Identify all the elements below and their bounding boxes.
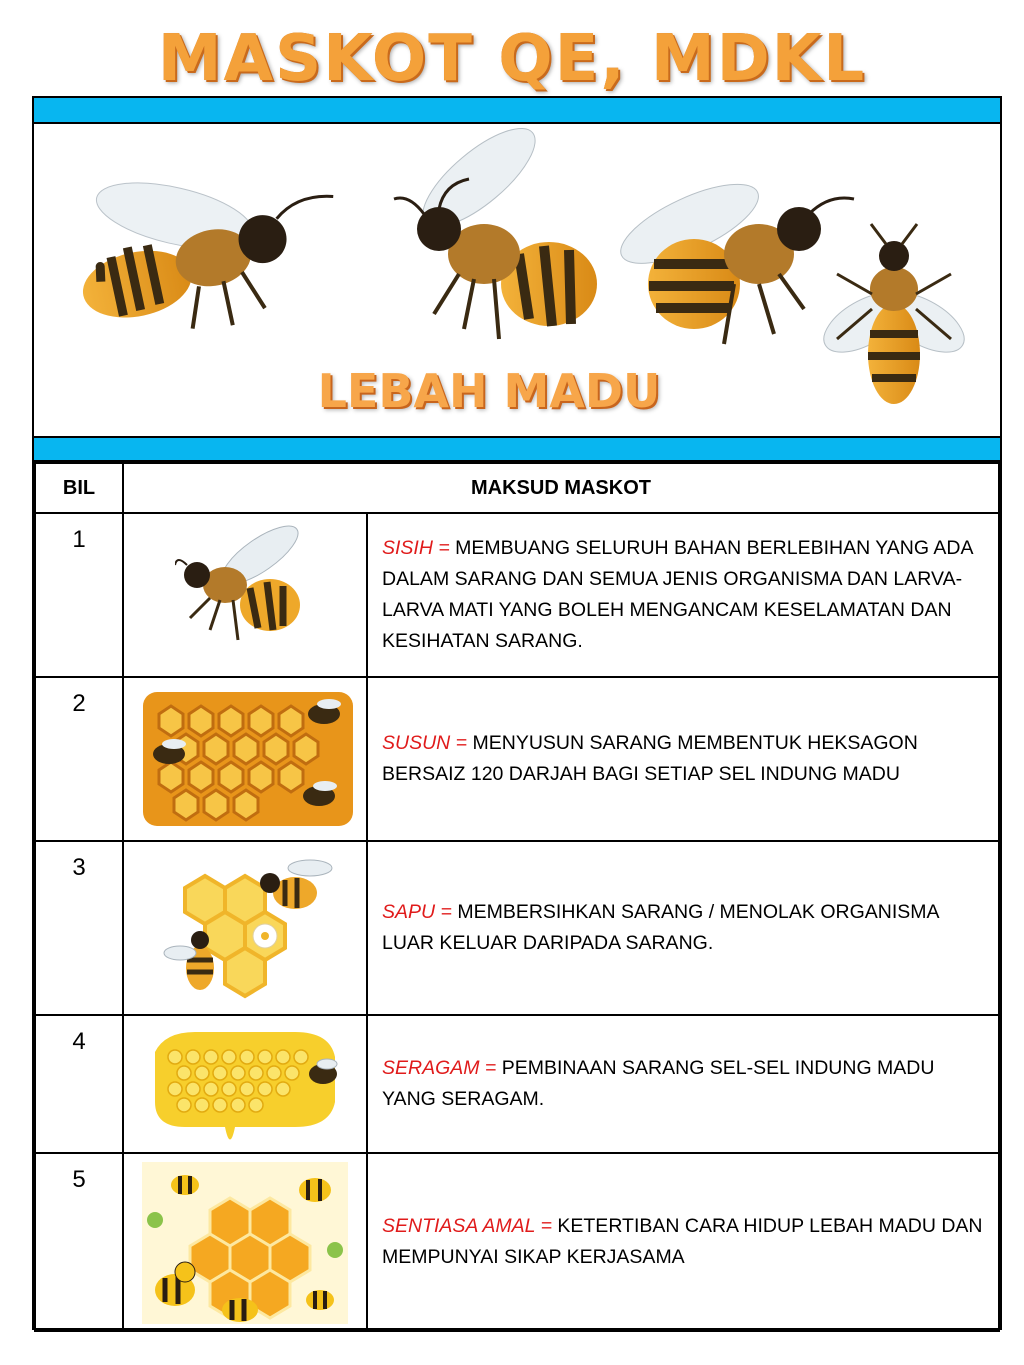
bee-banner — [34, 124, 1000, 436]
row-text: MEMBERSIHKAN SARANG / MENOLAK ORGANISMA LUAR KELUAR DARIPADA SARANG. — [382, 901, 939, 954]
page-title: MASKOT QE, MDKL — [157, 22, 867, 96]
table-header-row — [35, 463, 999, 513]
cartoon-bees-hive-icon — [140, 1160, 350, 1326]
mascot-table-frame — [32, 96, 1002, 1330]
row-keyword: SENTIASA AMAL = — [382, 1215, 552, 1237]
row-description — [367, 1015, 999, 1153]
row-number: 1 — [35, 513, 123, 677]
honeycomb-flower-bees-icon — [145, 848, 345, 1008]
table-row — [35, 841, 999, 1015]
table-row — [35, 1015, 999, 1153]
bee-1-icon — [59, 125, 355, 355]
header-meaning: MAKSUD MASKOT — [123, 463, 999, 513]
top-cyan-bar — [34, 98, 1000, 124]
table-row — [35, 677, 999, 841]
row-description — [367, 513, 999, 677]
row-number: 4 — [35, 1015, 123, 1153]
header-bil: BIL — [35, 463, 123, 513]
bee-2-icon — [394, 124, 597, 339]
bee-top-icon — [260, 860, 332, 909]
row-image-cell — [123, 513, 367, 677]
row-image-cell — [123, 677, 367, 841]
row-text: KETERTIBAN CARA HIDUP LEBAH MADU DAN MEMPUNYAI SIKAP KERJASAMA — [382, 1215, 983, 1268]
row-description — [367, 677, 999, 841]
row-text: MENYUSUN SARANG MEMBENTUK HEKSAGON BERSAIZ 120 DARJAH BAGI SETIAP SEL INDUNG MADU — [382, 732, 918, 785]
table-row — [35, 1153, 999, 1331]
bee-bottom-icon — [164, 931, 214, 990]
row-keyword: SUSUN = — [382, 732, 468, 754]
row-image-cell — [123, 841, 367, 1015]
row-number: 3 — [35, 841, 123, 1015]
row-number: 5 — [35, 1153, 123, 1331]
row-image-cell — [123, 1015, 367, 1153]
bee-3-icon — [611, 169, 854, 344]
bottom-cyan-bar — [34, 436, 1000, 462]
bee-4-icon — [814, 224, 973, 404]
row-keyword: SISIH = — [382, 537, 450, 559]
flying-bee-icon — [175, 520, 315, 668]
row-image-cell — [123, 1153, 367, 1331]
row-text: MEMBUANG SELURUH BAHAN BERLEBIHAN YANG ADA DALAM SARANG DAN SEMUA JENIS ORGANISMA DAN LARVA-LARVA MATI YANG BOLEH MENGANCAM KESELAMATAN DAN KESIHATAN SARANG. — [382, 537, 973, 652]
row-text: PEMBINAAN SARANG SEL-SEL INDUNG MADU YANG SERAGAM. — [382, 1057, 935, 1110]
honeycomb-bees-icon — [129, 684, 361, 834]
row-number: 2 — [35, 677, 123, 841]
row-keyword: SAPU = — [382, 901, 452, 923]
banner-title: LEBAH MADU — [317, 364, 661, 418]
row-description — [367, 841, 999, 1015]
row-keyword: SERAGAM = — [382, 1057, 497, 1079]
table-row — [35, 513, 999, 677]
row-description — [367, 1153, 999, 1331]
dripping-honeycomb-icon — [135, 1022, 355, 1148]
mascot-meaning-table — [34, 462, 1000, 1332]
